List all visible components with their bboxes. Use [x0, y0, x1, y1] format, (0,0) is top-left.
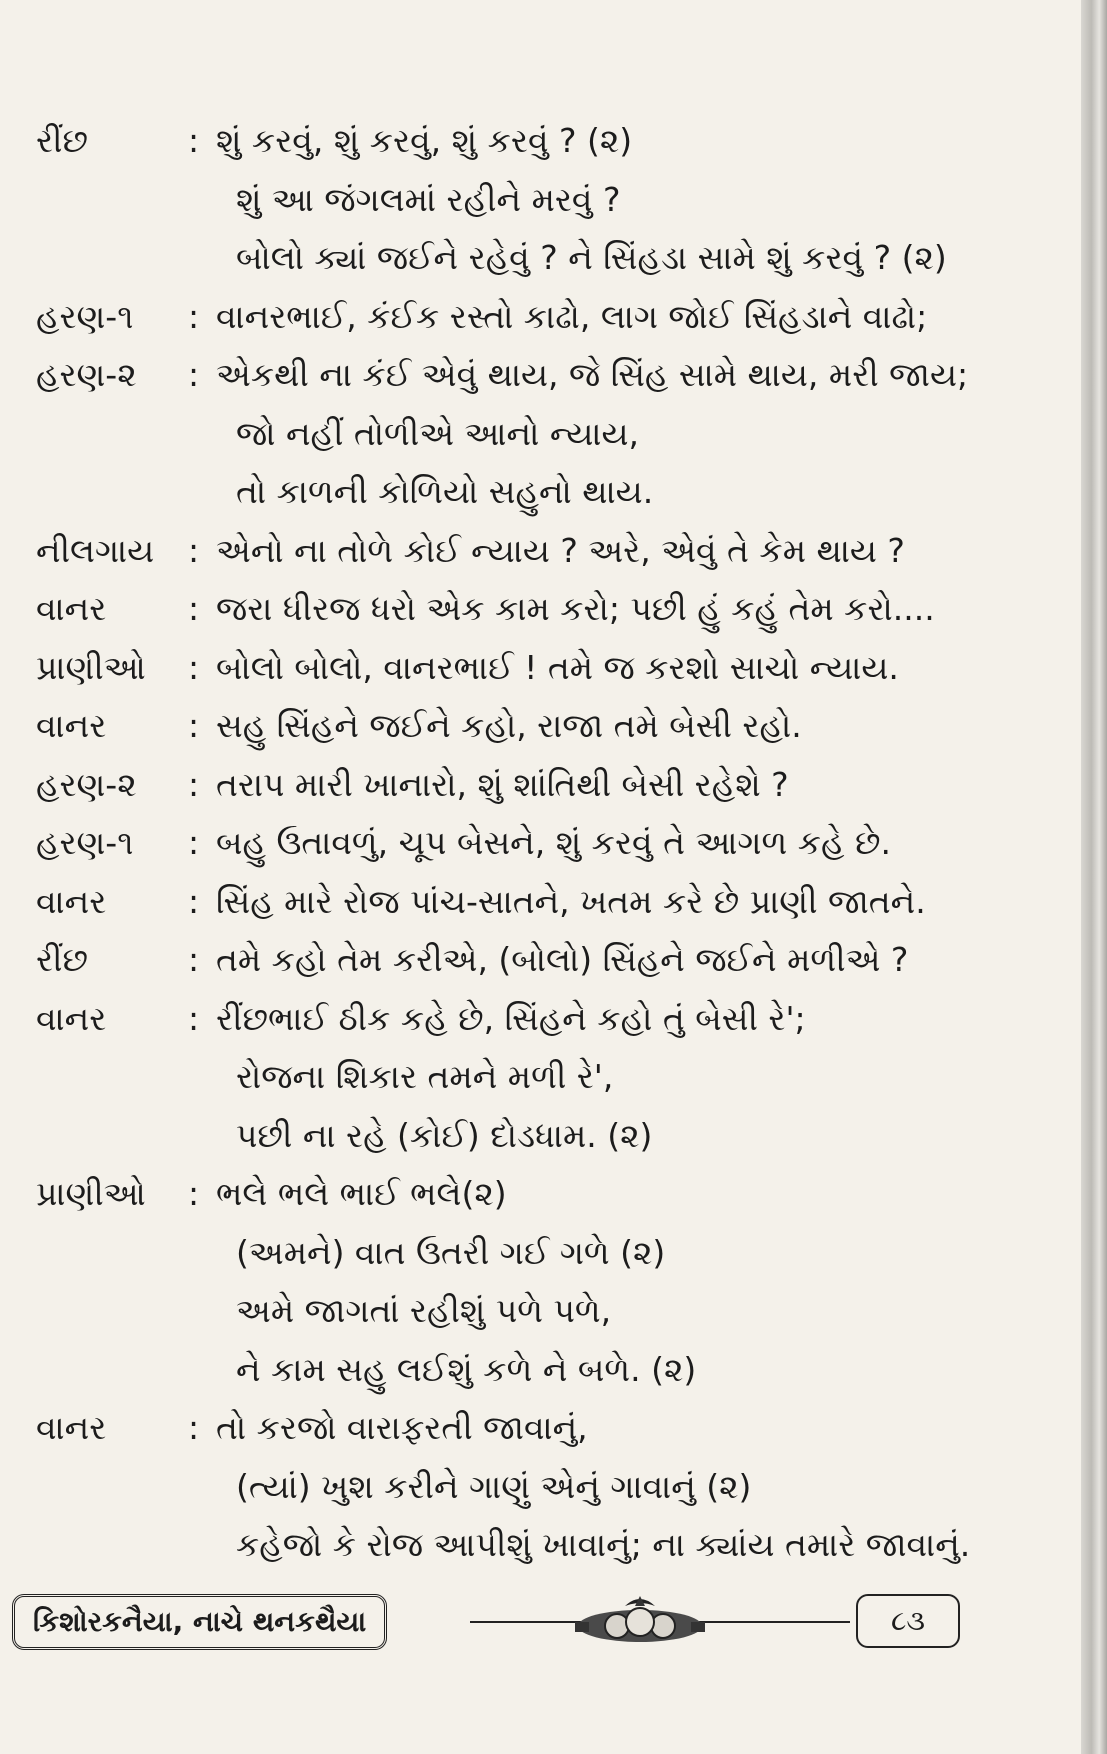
speaker-separator: : [188, 940, 200, 979]
dialogue-text: ને કામ સહુ લઈશું કળે ને બળે. (૨) [236, 1349, 697, 1389]
speaker-name: વાનર [36, 706, 107, 745]
speaker-name: રીંછ [36, 940, 89, 979]
speaker-name: વાનર [36, 998, 107, 1038]
page-edge [1081, 0, 1107, 1754]
page-footer [10, 1590, 960, 1654]
dialogue-text: વાનરભાઈ, કંઈક રસ્તો કાઢો, લાગ જોઈ સિંહડાને વાઢો; [216, 296, 928, 336]
dialogue-line [36, 990, 956, 1049]
dialogue-line [36, 463, 956, 522]
speaker-name: રીંછ [36, 121, 89, 160]
dialogue-line [36, 639, 956, 698]
dialogue-text: પછી ના રહે (કોઈ) દોડધામ. (૨) [236, 1115, 653, 1155]
dialogue-text: જો નહીં તોળીએ આનો ન્યાય, [236, 413, 640, 453]
dialogue-text: શું કરવું, શું કરવું, શું કરવું ? (૨) [216, 121, 633, 160]
song-script [36, 112, 971, 1575]
speaker-separator: : [188, 823, 200, 862]
speaker-separator: : [188, 1174, 200, 1213]
dialogue-text: જરા ધીરજ ધરો એક કામ કરો; પછી હું કહું તેમ કરો.... [216, 589, 935, 628]
dialogue-text: શું આ જંગલમાં રહીને મરવું ? [236, 179, 621, 219]
speaker-separator: : [188, 1408, 200, 1447]
speaker-name: વાનર [36, 589, 107, 628]
dialogue-line [36, 1399, 956, 1458]
dialogue-text: તો કાળની કોળિયો સહુનો થાય. [236, 472, 654, 511]
speaker-separator: : [188, 647, 200, 687]
speaker-name: હરણ-૨ [36, 764, 137, 804]
dialogue-line [36, 1048, 956, 1107]
dialogue-line [36, 756, 956, 815]
speaker-separator: : [188, 764, 200, 804]
speaker-separator: : [188, 296, 200, 336]
dialogue-text: (અમને) વાત ઉતરી ગઈ ગળે (૨) [236, 1232, 666, 1272]
dialogue-text: રીંછભાઈ ઠીક કહે છે, સિંહને કહો તું બેસી રે'; [216, 998, 806, 1038]
speaker-name: પ્રાણીઓ [36, 647, 146, 687]
dialogue-text: બોલો બોલો, વાનરભાઈ ! તમે જ કરશો સાચો ન્યાય. [216, 647, 899, 687]
dialogue-text: તમે કહો તેમ કરીએ, (બોલો) સિંહને જઈને મળીએ ? [216, 940, 909, 979]
dialogue-line [36, 697, 956, 756]
dialogue-line [36, 405, 956, 464]
dialogue-line [36, 1341, 956, 1400]
speaker-separator: : [188, 881, 200, 921]
dialogue-line [36, 1165, 956, 1224]
dialogue-text: અમે જાગતાં રહીશું પળે પળે, [236, 1291, 612, 1330]
speaker-separator: : [188, 589, 200, 628]
dialogue-line [36, 522, 956, 581]
speaker-separator: : [188, 530, 200, 570]
dialogue-text: સહુ સિંહને જઈને કહો, રાજા તમે બેસી રહો. [216, 706, 802, 745]
speaker-name: નીલગાય [36, 530, 155, 570]
dialogue-line [36, 1282, 956, 1341]
dialogue-text: બોલો ક્યાં જઈને રહેવું ? ને સિંહડા સામે શું કરવું ? (૨) [236, 238, 947, 277]
speaker-name: હરણ-૧ [36, 296, 134, 336]
page-number: ૮૩ [856, 1594, 960, 1648]
dialogue-text: ભલે ભલે ભાઈ ભલે(૨) [216, 1174, 507, 1213]
dialogue-line [36, 171, 956, 230]
dialogue-line [36, 288, 956, 347]
speaker-separator: : [188, 998, 200, 1038]
speaker-separator: : [188, 706, 200, 745]
ornament-icon [565, 1592, 715, 1652]
dialogue-line [36, 1107, 956, 1166]
dialogue-text: (ત્યાં) ખુશ કરીને ગાણું એનું ગાવાનું (૨) [236, 1466, 752, 1506]
dialogue-text: એનો ના તોળે કોઈ ન્યાય ? અરે, એવું તે કેમ થાય ? [216, 530, 905, 570]
dialogue-line [36, 931, 956, 990]
speaker-separator: : [188, 355, 200, 394]
book-title: કિશોરકનૈયા, નાચે થનકથૈયા [12, 1594, 387, 1650]
speaker-separator: : [188, 121, 200, 160]
dialogue-line [36, 580, 956, 639]
speaker-name: વાનર [36, 881, 107, 921]
dialogue-line [36, 873, 956, 932]
dialogue-text: તરાપ મારી ખાનારો, શું શાંતિથી બેસી રહેશે ? [216, 764, 789, 804]
dialogue-text: તો કરજો વારાફરતી જાવાનું, [216, 1408, 588, 1447]
speaker-name: હરણ-૧ [36, 823, 134, 862]
dialogue-text: કહેજો કે રોજ આપીશું ખાવાનું; ના ક્યાંય તમારે જાવાનું. [236, 1525, 971, 1564]
dialogue-line [36, 1458, 956, 1517]
dialogue-line [36, 814, 956, 873]
dialogue-line [36, 346, 969, 405]
speaker-name: પ્રાણીઓ [36, 1174, 146, 1213]
dialogue-line [36, 229, 956, 288]
dialogue-text: રોજના શિકાર તમને મળી રે', [236, 1057, 614, 1096]
dialogue-line [36, 112, 956, 171]
dialogue-line [36, 1516, 971, 1575]
dialogue-line [36, 1224, 956, 1283]
dialogue-text: બહુ ઉતાવળું, ચૂપ બેસને, શું કરવું તે આગળ કહે છે. [216, 823, 891, 862]
speaker-name: વાનર [36, 1408, 107, 1447]
speaker-name: હરણ-૨ [36, 355, 137, 394]
dialogue-text: એકથી ના કંઈ એવું થાય, જે સિંહ સામે થાય, મરી જાય; [216, 355, 969, 394]
dialogue-text: સિંહ મારે રોજ પાંચ-સાતને, ખતમ કરે છે પ્રાણી જાતને. [216, 881, 926, 921]
